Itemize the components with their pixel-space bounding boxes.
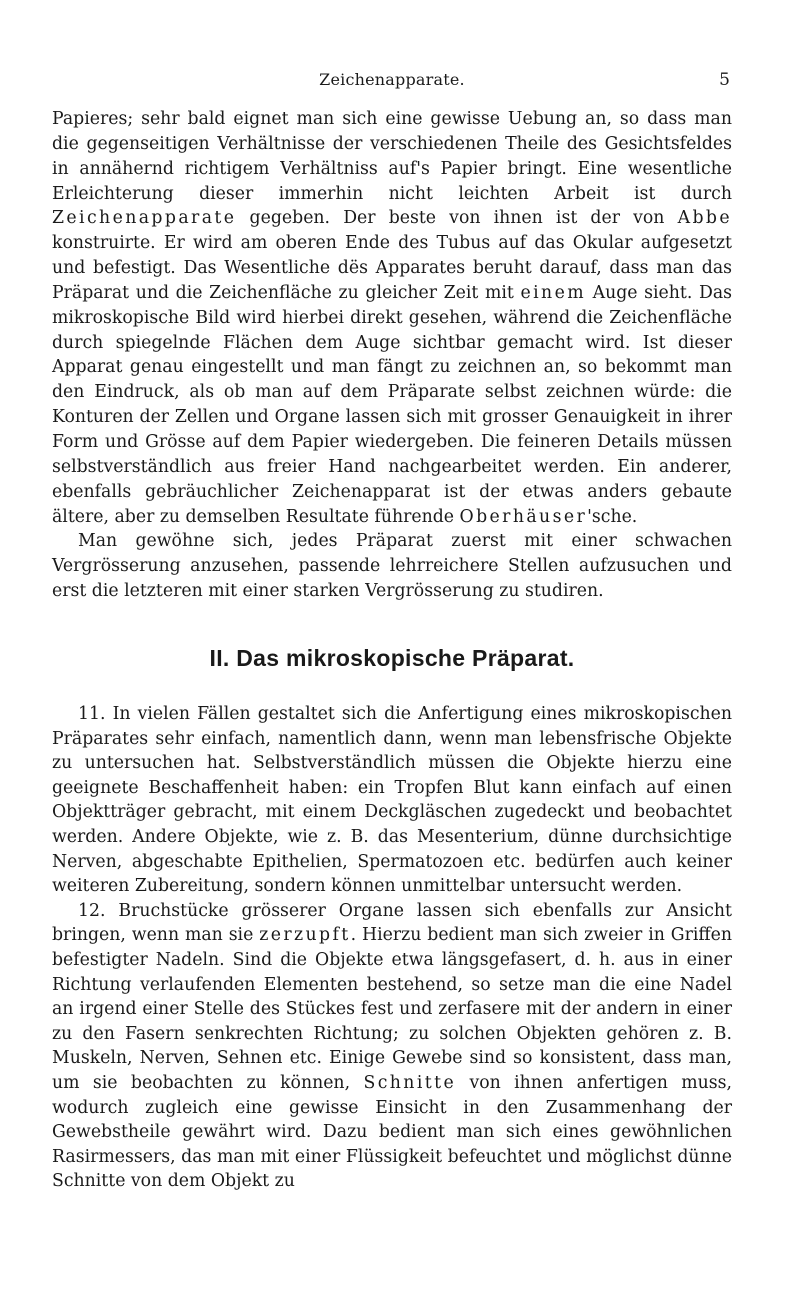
emphasis-schnitte: Schnitte <box>363 1072 457 1093</box>
text-run: 'sche. <box>587 506 638 527</box>
running-header <box>52 70 732 94</box>
body-text <box>52 107 732 604</box>
text-run: 12. Bruchstücke grösserer Organe lassen sich ebenfalls zur Ansicht bringen, wenn man sie <box>52 900 732 946</box>
text-run: von ihnen anfertigen muss, wodurch zugleich eine gewisse Einsicht in den Zusammenhang der Gewebstheile gewährt wird. Dazu bedient man sich eines gewöhnlichen Rasirmessers, das man mit einer Flüssigkeit befeuchtet und möglichst dünne Schnitte von dem Objekt zu <box>52 1072 733 1192</box>
emphasis-oberhaeuser: Oberhäuser <box>459 506 588 527</box>
section-text <box>52 702 732 1194</box>
paragraph-11: 11. In vielen Fällen gestaltet sich die Anfertigung eines mikroskopischen Präparates sehr einfach, namentlich dann, wenn man lebensfrische Objekte zu untersuchen hat. Selbstverständlich müssen die Objekte hierzu eine geeignete Beschaffenheit haben: ein Tropfen Blut kann einfach auf einen Objektträger gebracht, mit einem Deckgläschen zugedeckt und beobachtet werden. Andere Objekte, wie z. B. das Mesenterium, dünne durchsichtige Nerven, abgeschabte Epithelien, Spermatozoen etc. bedürfen auch keiner weiteren Zubereitung, sondern können unmittelbar untersucht werden. <box>52 704 732 897</box>
text-run: konstruirte. Er wird am oberen Ende des Tubus auf das Okular aufgesetzt und befestigt. Das Wesentliche dës Apparates beruht darauf, dass man das Präparat und die Zeichenfläche zu gleicher Zeit mit <box>52 233 732 303</box>
emphasis-zeichenapparate: Zeichenapparate <box>52 208 237 229</box>
emphasis-zerzupft: zerzupft <box>259 925 351 946</box>
page-number: 5 <box>719 70 730 90</box>
emphasis-abbe: Abbe <box>677 208 732 229</box>
paragraph-zeichenapparate <box>52 107 732 529</box>
text-run: Auge sieht. Das mikroskopische Bild wird hierbei direkt gesehen, während die Zeichenfläche durch spiegelnde Flächen dem Auge sichtbar gemacht wird. Ist dieser Apparat genau eingestellt und man fängt zu zeichnen an, so bekommt man den Eindruck, als ob man auf dem Präparate selbst zeichnen würde: die Konturen der Zellen und Organe lassen sich mit grosser Genauigkeit in ihrer Form und Grösse auf dem Papier wiedergeben. Die feineren Details müssen selbstverständlich aus freier Hand nachgearbeitet werden. Ein anderer, ebenfalls gebräuchlicher Zeichenapparat ist der etwas anders gebaute ältere, aber zu demselben Resultate führende <box>52 282 732 527</box>
paragraph-vergroesserung: Man gewöhne sich, jedes Präparat zuerst mit einer schwachen Vergrösserung anzusehen, passende lehrreichere Stellen aufzusuchen und erst die letzteren mit einer starken Vergrösserung zu studiren. <box>52 531 732 602</box>
section-heading: II. Das mikroskopische Präparat. <box>209 645 575 671</box>
running-title: Zeichenapparate. <box>319 70 465 89</box>
paragraph-12 <box>52 899 732 1194</box>
text-run: . Hierzu bedient man sich zweier in Griffen befestigter Nadeln. Sind die Objekte etwa längsgefasert, d. h. aus in einer Richtung verlaufenden Elementen bestehend, so setze man die eine Nadel an irgend einer Stelle des Stückes fest und zerfasere mit der andern in einer zu den Fasern senkrechten Richtung; zu solchen Objekten gehören z. B. Muskeln, Nerven, Sehnen etc. Einige Gewebe sind so konsistent, dass man, um sie beobachten zu können, <box>52 925 732 1093</box>
emphasis-einem: einem <box>520 282 586 303</box>
text-run: gegeben. Der beste von ihnen ist der von <box>236 208 678 229</box>
text-run: Papieres; sehr bald eignet man sich eine gewisse Uebung an, so dass man die gegenseitigen Verhältnisse der verschiedenen Theile des Gesichtsfeldes in annähernd richtigem Verhältniss auf's Papier bringt. Eine wesentliche Erleichterung dieser immerhin nicht leichten Arbeit ist durch <box>52 109 732 204</box>
